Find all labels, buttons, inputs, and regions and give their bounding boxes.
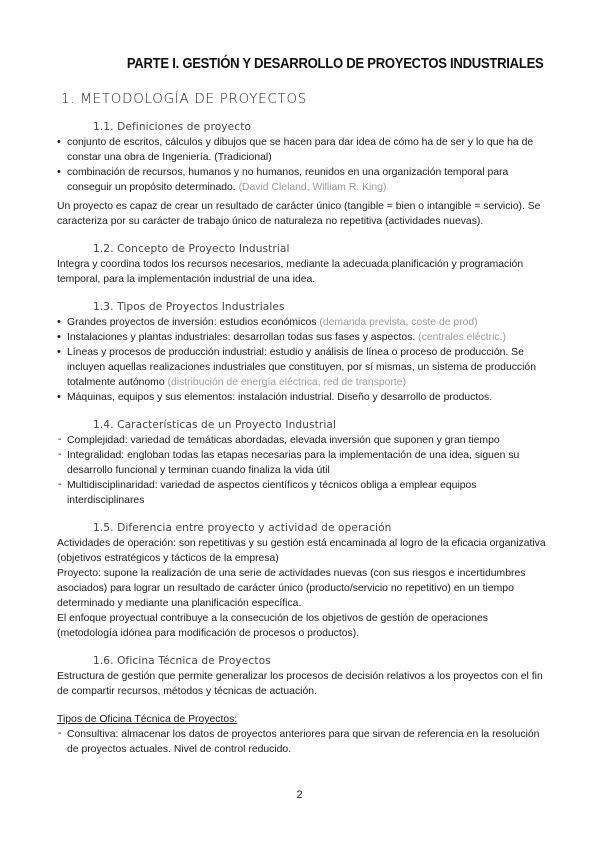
subsection-body-1-1 [57, 135, 549, 229]
list-item [57, 165, 549, 195]
part-title: PARTE I. GESTIÓN Y DESARROLLO DE PROYECTOS INDUSTRIALES [126, 55, 543, 72]
list-item-text: Máquinas, equipos y sus elementos: instalación industrial. Diseño y desarrollo de productos. [67, 392, 493, 403]
list-item [57, 135, 549, 165]
bullet-list [57, 315, 549, 405]
subsection-title-1-1: 1.1. Definiciones de proyecto [93, 121, 252, 133]
dash-list [57, 727, 549, 757]
note-text: (distribución de energía eléctrica, red de transporte) [167, 377, 407, 388]
paragraph: Integra y coordina todos los recursos necesarios, mediante la adecuada planificación y programación temporal, para la implementación industrial de una idea. [57, 259, 524, 285]
list-item [57, 345, 549, 390]
list-item [57, 330, 549, 345]
dash-list [57, 433, 549, 508]
subsection-title-1-2: 1.2. Concepto de Proyecto Industrial [93, 243, 290, 255]
note-text: (David Cleland, William R. King) [238, 182, 387, 193]
list-item-text: combinación de recursos, humanos y no humanos, reunidos en una organización temporal para conseguir un propósito determinado. [67, 167, 509, 193]
paragraph: Actividades de operación: son repetitivas y su gestión está encaminada al logro de la eficacia organizativa (objetivos estratégicos y tácticos de la empresa) [57, 538, 546, 564]
tipos-oficina [57, 712, 549, 757]
tipos-heading: Tipos de Oficina Técnica de Proyectos: [57, 714, 238, 725]
subsection-body-1-3 [57, 315, 549, 405]
subsection-body-1-4 [57, 433, 549, 508]
subsection-title-1-6: 1.6. Oficina Técnica de Proyectos [93, 655, 271, 667]
list-item: - Multidisciplinaridad: variedad de aspectos científicos y técnicos obliga a emplear equipos interdisciplinares [57, 478, 549, 508]
subsection-title-1-5: 1.5. Diferencia entre proyecto y actividad de operación [93, 522, 392, 534]
list-item: - Complejidad: variedad de temáticas abordadas, elevada inversión que suponen y gran tiempo [57, 433, 549, 448]
note-text: (centrales eléctric.) [418, 332, 506, 343]
subsection-body-1-2 [57, 257, 549, 287]
subsection-title-1-3: 1.3. Tipos de Proyectos Industriales [93, 301, 285, 313]
paragraph: El enfoque proyectual contribuye a la consecución de los objetivos de gestión de operaciones (metodología idónea para modificación de procesos o productos). [57, 613, 488, 639]
note-text: (demanda prevista, coste de prod) [319, 317, 478, 328]
subsection-body-1-5 [57, 536, 549, 641]
list-item [57, 390, 549, 405]
bullet-list [57, 135, 549, 195]
list-item: - Consultiva: almacenar los datos de proyectos anteriores para que sirvan de referencia en la resolución de proyectos actuales. Nivel de control reducido. [57, 727, 549, 757]
list-item: - Integralidad: engloban todas las etapas necesarias para la implementación de una idea, siguen su desarrollo funcional y terminan cuando finaliza la vida útil [57, 448, 549, 478]
page-content [57, 91, 549, 757]
paragraph: Un proyecto es capaz de crear un resultado de carácter único (tangible = bien o intangible = servicio). Se caracteriza por su carácter de trabajo único de naturaleza no repetitiva (actividades nuevas). [57, 201, 541, 227]
page-number: 2 [296, 789, 303, 801]
subsection-title-1-4: 1.4. Características de un Proyecto Industrial [93, 419, 337, 431]
paragraph: Proyecto: supone la realización de una serie de actividades nuevas (con sus riesgos e incertidumbres asociados) para lograr un resultado de carácter único (producto/servicio no repetitivo) en un tiempo determinado y mediante una planificación específica. [57, 568, 526, 609]
list-item-text: Grandes proyectos de inversión: estudios económicos [67, 317, 317, 328]
list-item-text: Instalaciones y plantas industriales: desarrollan todas sus fases y aspectos. [67, 332, 416, 343]
subsection-body-1-6 [57, 669, 549, 699]
section-title: 1. METODOLOGÍA DE PROYECTOS [61, 91, 308, 107]
list-item [57, 315, 549, 330]
list-item-text: conjunto de escritos, cálculos y dibujos que se hacen para dar idea de cómo ha de ser y lo que ha de constar una obra de Ingeniería. (Tradicional) [67, 137, 534, 163]
paragraph: Estructura de gestión que permite generalizar los procesos de decisión relativos a los proyectos con el fin de compartir recursos, métodos y técnicas de actuación. [57, 671, 543, 697]
list-item-text: Líneas y procesos de producción industrial: estudio y análisis de línea o proceso de producción. Se incluyen aquellas realizaciones industriales que constituyen, por sí mismas, un sistema de producción totalmente autónomo [67, 347, 536, 388]
